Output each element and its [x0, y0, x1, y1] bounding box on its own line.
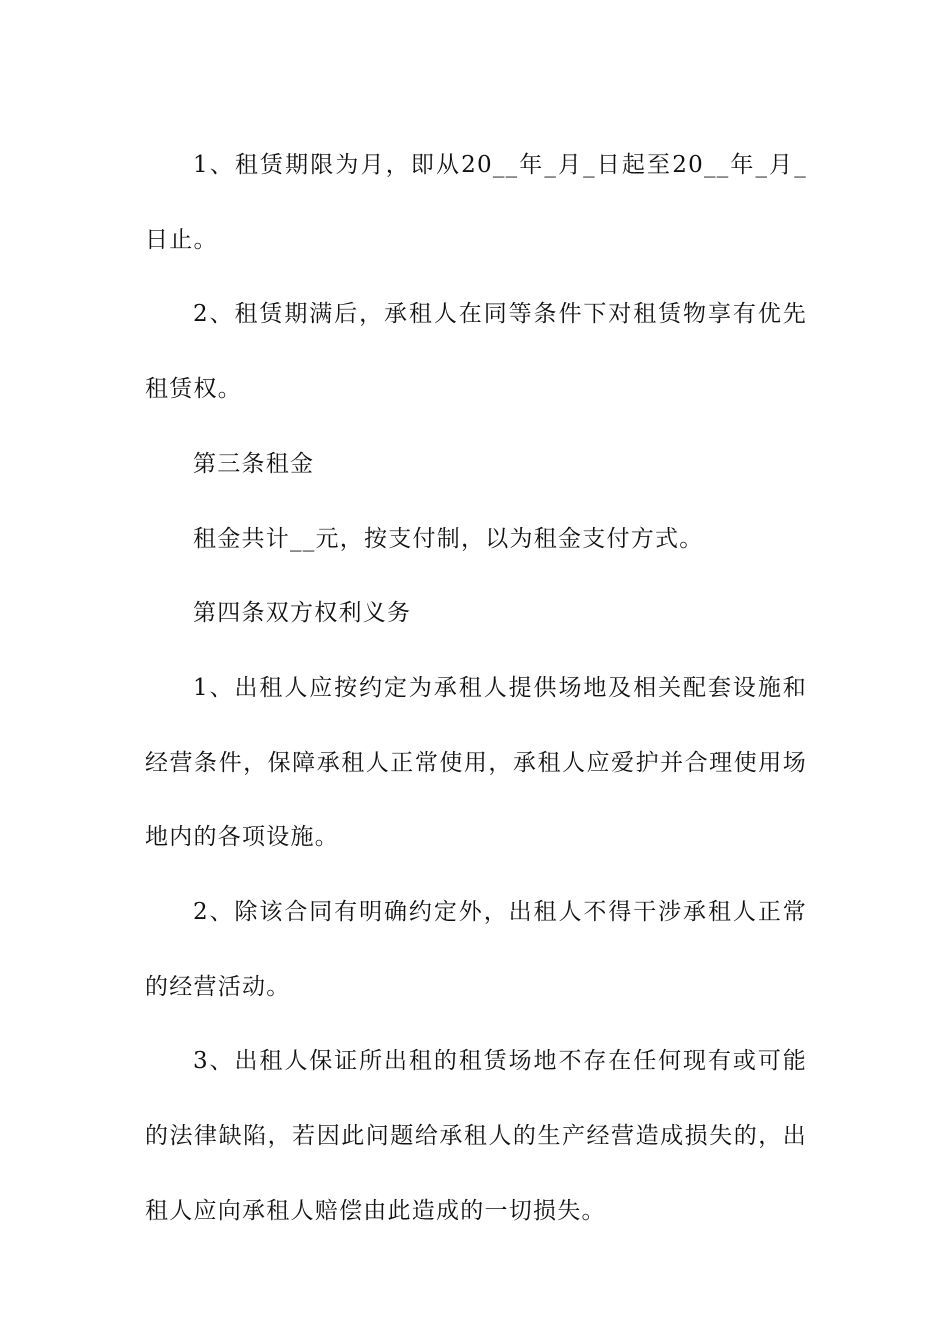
- heading-article-four: 第四条双方权利义务: [193, 600, 412, 627]
- document-body: [145, 128, 807, 1249]
- paragraph-lessor-duty-2: 2、除该合同有明确约定外，出租人不得干涉承租人正常的经营活动。: [145, 899, 807, 1000]
- heading-article-three: 第三条租金: [193, 450, 315, 477]
- paragraph-lessor-duty-3: 3、出租人保证所出租的租赁场地不存在任何现有或可能的法律缺陷，若因此问题给承租人的生产经营造成损失的，出租人应向承租人赔偿由此造成的一切损失。: [145, 1048, 807, 1224]
- paragraph-lessor-duty-1: 1、出租人应按约定为承租人提供场地及相关配套设施和经营条件，保障承租人正常使用，承租人应爱护并合理使用场地内的各项设施。: [145, 674, 807, 851]
- paragraph-rent-amount: 租金共计__元，按支付制，以为租金支付方式。: [193, 525, 704, 552]
- paragraph-lease-term: 1、租赁期限为月，即从20__年_月_日起至20__年_月_日止。: [145, 152, 807, 253]
- paragraph-priority-right: 2、租赁期满后，承租人在同等条件下对租赁物享有优先租赁权。: [145, 301, 807, 403]
